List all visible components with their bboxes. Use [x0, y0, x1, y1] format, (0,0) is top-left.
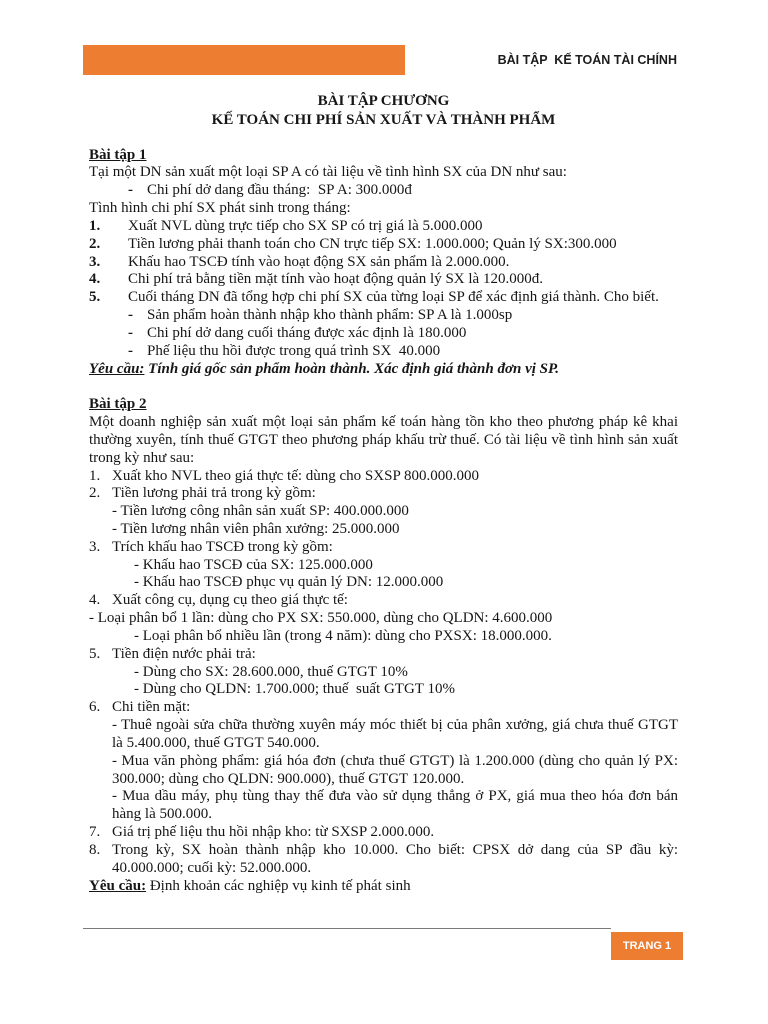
document-title — [89, 92, 678, 130]
item-text: Xuất kho NVL theo giá thực tế: dùng cho SXSP 800.000.000 — [112, 467, 479, 484]
item-number: 2. — [89, 235, 101, 252]
item-number: 4. — [89, 592, 101, 609]
item-text: Chi phí trả bằng tiền mặt tính vào hoạt động quản lý SX là 120.000đ. — [128, 271, 543, 288]
sub-item: - Mua văn phòng phẩm: giá hóa đơn (chưa thuế GTGT) là 1.200.000 (dùng cho quản lý PX: — [112, 752, 678, 769]
opening-balance-text: Chi phí dở dang đầu tháng: SP A: 300.000đ — [147, 182, 412, 199]
page-number-badge: TRANG 1 — [611, 932, 683, 960]
item-text: Trong kỳ, SX hoàn thành nhập kho 10.000. Cho biết: CPSX dở dang của SP đầu kỳ: — [112, 841, 678, 858]
sub-item: - Loại phân bổ 1 lần: dùng cho PX SX: 550.000, dùng cho QLDN: 4.600.000 — [89, 610, 553, 627]
item-number: 2. — [89, 485, 101, 502]
item-text: Xuất NVL dùng trực tiếp cho SX SP có trị giá là 5.000.000 — [128, 217, 483, 234]
item-text: Tiền điện nước phải trả: — [112, 645, 256, 662]
detail-text: Sản phẩm hoàn thành nhập kho thành phẩm: SP A là 1.000sp — [147, 307, 513, 324]
document-title-line-1: BÀI TẬP CHƯƠNG — [317, 92, 450, 109]
list-item — [89, 842, 678, 860]
item-text: Giá trị phế liệu thu hồi nhập kho: từ SXSP 2.000.000. — [112, 824, 435, 841]
list-item — [89, 592, 678, 610]
exercise-2-requirement — [89, 878, 678, 896]
continuation-line: 40.000.000; cuối kỳ: 52.000.000. — [112, 859, 312, 876]
continuation-line: 300.000; dùng cho QLDN: 900.000), thuế GTGT 120.000. — [112, 770, 465, 787]
header-title: BÀI TẬP KẾ TOÁN TÀI CHÍNH — [497, 53, 677, 67]
sub-item: - Tiền lương nhân viên phân xưởng: 25.000.000 — [112, 520, 400, 537]
exercise-1-intro: Tại một DN sản xuất một loại SP A có tài liệu về tình hình SX của DN như sau: — [89, 164, 567, 181]
footer-rule — [83, 928, 611, 929]
item-number: 1. — [89, 217, 101, 234]
sub-item: - Dùng cho SX: 28.600.000, thuế GTGT 10% — [134, 663, 408, 680]
sub-item: - Tiền lương công nhân sản xuất SP: 400.000.000 — [112, 503, 409, 520]
list-item — [89, 236, 678, 254]
document-title-line-2: KẾ TOÁN CHI PHÍ SẢN XUẤT VÀ THÀNH PHẨM — [211, 111, 556, 128]
list-item — [89, 289, 678, 307]
detail-dash: - — [128, 324, 133, 341]
header-accent-bar — [83, 45, 405, 75]
intro-line: Một doanh nghiệp sản xuất một loại sản phẩm kế toán hàng tồn kho theo phương pháp kê khai — [89, 414, 678, 431]
sub-item: - Khấu hao TSCĐ phục vụ quản lý DN: 12.000.000 — [134, 574, 444, 591]
sub-item: - Mua dầu máy, phụ tùng thay thế đưa vào sử dụng thẳng ở PX, giá mua theo hóa đơn bán — [112, 788, 678, 805]
item-number: 5. — [89, 645, 101, 662]
sub-item: - Dùng cho QLDN: 1.700.000; thuế suất GTGT 10% — [134, 681, 455, 698]
list-item — [89, 539, 678, 557]
item-number: 3. — [89, 538, 101, 555]
exercise-1-heading-row — [89, 147, 678, 165]
opening-balance-line — [89, 182, 678, 200]
cost-intro: Tình hình chi phí SX phát sinh trong tháng: — [89, 200, 351, 217]
item-text: Khấu hao TSCĐ tính vào hoạt động SX sản phẩm là 2.000.000. — [128, 253, 510, 270]
detail-item — [89, 325, 678, 343]
opening-balance-dash: - — [128, 182, 133, 199]
item-text: Xuất công cụ, dụng cụ theo giá thực tế: — [112, 592, 348, 609]
item-text: Chi tiền mặt: — [112, 699, 191, 716]
sub-item: - Thuê ngoài sửa chữa thường xuyên máy móc thiết bị của phân xưởng, giá chưa thuế GTGT — [112, 717, 678, 734]
list-item — [89, 646, 678, 664]
sub-item: - Loại phân bổ nhiều lần (trong 4 năm): dùng cho PXSX: 18.000.000. — [134, 627, 552, 644]
item-text: Tiền lương phải trả trong kỳ gồm: — [112, 485, 316, 502]
requirement-text: Tính giá gốc sản phẩm hoàn thành. Xác định giá thành đơn vị SP. — [148, 360, 559, 377]
detail-text: Phế liệu thu hồi được trong quá trình SX 40.000 — [147, 342, 441, 359]
exercise-1-requirement — [89, 361, 678, 379]
continuation-line: hàng là 500.000. — [112, 806, 212, 823]
item-text: Trích khấu hao TSCĐ trong kỳ gồm: — [112, 538, 333, 555]
item-number: 5. — [89, 289, 101, 306]
exercise-1-heading: Bài tập 1 — [89, 146, 147, 163]
list-item — [89, 485, 678, 503]
exercise-2-heading-row — [89, 396, 678, 414]
item-number: 7. — [89, 824, 101, 841]
detail-item — [89, 343, 678, 361]
detail-dash: - — [128, 307, 133, 324]
item-number: 8. — [89, 841, 101, 858]
list-item — [89, 699, 678, 717]
item-text: Cuối tháng DN đã tổng hợp chi phí SX của từng loại SP để xác định giá thành. Cho biết. — [128, 289, 659, 306]
item-number: 3. — [89, 253, 101, 270]
intro-line: thường xuyên, tính thuế GTGT theo phương pháp khấu trừ thuế. Có tài liệu về tình hình sản xuất — [89, 431, 678, 448]
detail-text: Chi phí dở dang cuối tháng được xác định là 180.000 — [147, 324, 467, 341]
item-number: 4. — [89, 271, 101, 288]
list-item — [89, 824, 678, 842]
requirement-label: Yêu cầu: — [89, 877, 147, 894]
requirement-label: Yêu cầu: — [89, 360, 145, 377]
item-number: 6. — [89, 699, 101, 716]
list-item — [89, 218, 678, 236]
list-item — [89, 254, 678, 272]
item-text: Tiền lương phải thanh toán cho CN trực tiếp SX: 1.000.000; Quản lý SX:300.000 — [128, 235, 617, 252]
requirement-text: Định khoản các nghiệp vụ kinh tế phát sinh — [149, 877, 411, 894]
blank-line — [89, 378, 678, 396]
item-number: 1. — [89, 467, 101, 484]
list-item — [89, 271, 678, 289]
list-item — [89, 468, 678, 486]
document-body — [89, 147, 678, 896]
continuation-line: là 5.400.000, thuế GTGT 540.000. — [112, 734, 320, 751]
intro-line: trong kỳ như sau: — [89, 449, 195, 466]
detail-item — [89, 307, 678, 325]
detail-dash: - — [128, 342, 133, 359]
exercise-2-heading: Bài tập 2 — [89, 396, 147, 413]
sub-item: - Khấu hao TSCĐ của SX: 125.000.000 — [134, 556, 373, 573]
